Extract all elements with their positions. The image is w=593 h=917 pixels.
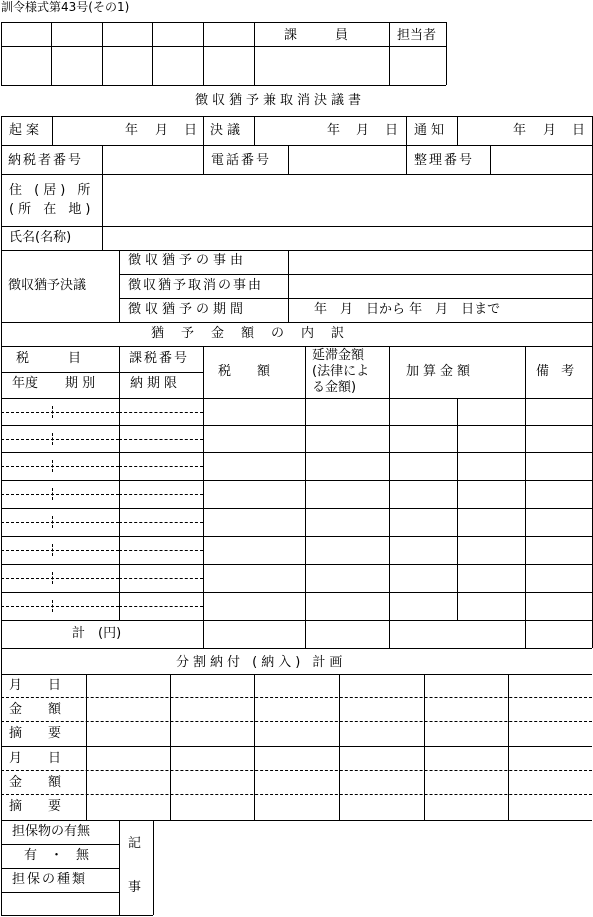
rule [254, 674, 255, 820]
rule [525, 346, 526, 648]
rule [102, 174, 103, 250]
tsuchi-label: 通知 [414, 123, 449, 138]
rule [119, 274, 592, 275]
dashed-rule [119, 439, 203, 440]
notes-label-1: 記 [128, 836, 142, 851]
nendo-label: 年度 [12, 376, 39, 391]
rule [203, 346, 204, 648]
collateral-yes-no[interactable]: 有 ・ 無 [24, 848, 90, 863]
rule [1, 372, 203, 373]
rule [1, 398, 592, 399]
taxpayer-number-label: 納税者番号 [8, 153, 84, 168]
dashed-rule [52, 488, 53, 500]
decision-period-text: 年 月 日から 年 月 日まで [314, 302, 501, 317]
rule [1, 620, 592, 621]
installment-month-day-2: 月 日 [9, 751, 62, 766]
rule [203, 145, 204, 174]
rule [119, 298, 592, 299]
dashed-rule [1, 697, 592, 698]
rule [1, 868, 119, 869]
rule [1, 85, 446, 86]
rule [288, 250, 289, 322]
rule [389, 22, 390, 85]
rule [1, 480, 592, 481]
rule [446, 22, 447, 85]
rule [1, 250, 592, 251]
dashed-rule [1, 794, 592, 795]
dashed-rule [1, 412, 119, 413]
dashed-rule [52, 600, 53, 612]
dashed-rule [1, 770, 592, 771]
rule [1, 22, 446, 23]
phone-label: 電話番号 [211, 153, 272, 168]
rule [508, 674, 509, 820]
ketsugi-label: 決議 [210, 123, 245, 138]
kazei-bango-label: 課税番号 [129, 351, 190, 366]
rule [1, 820, 592, 821]
zeimoku-label: 税 目 [16, 351, 82, 366]
installment-summary-2: 摘 要 [9, 799, 62, 814]
rule [51, 22, 52, 85]
rule [1, 322, 592, 323]
rule [1, 508, 592, 509]
dashed-rule [1, 550, 119, 551]
kasan-label: 加算金額 [406, 364, 475, 379]
rule [424, 674, 425, 820]
decision-period-label: 徴収猶予の期間 [128, 302, 248, 317]
rule [1, 536, 592, 537]
approval-tantousha-label: 担当者 [397, 28, 437, 43]
ketsugi-day: 日 [385, 123, 399, 138]
dashed-rule [1, 494, 119, 495]
rule [119, 250, 120, 322]
rule [1, 346, 592, 347]
dashed-rule [119, 550, 203, 551]
dashed-rule [1, 466, 119, 467]
installment-amount-1: 金 額 [9, 702, 62, 717]
decision-cancel-reason-label: 徴収猶予取消の事由 [128, 278, 264, 293]
rule [339, 674, 340, 820]
decision-label: 徴収猶予決議 [8, 278, 87, 293]
rule [305, 346, 306, 648]
rule [203, 116, 204, 145]
biko-label: 備 考 [536, 364, 579, 379]
ketsugi-month: 月 [356, 123, 370, 138]
installment-heading: 分割納付 (納入) 計画 [176, 655, 347, 670]
rule [389, 346, 390, 648]
dashed-rule [52, 460, 53, 472]
dashed-rule [1, 439, 119, 440]
rule [52, 116, 53, 145]
rule [1, 564, 592, 565]
dashed-rule [52, 406, 53, 418]
form-code: 訓令様式第43号(その1) [1, 0, 130, 14]
rule [254, 116, 255, 145]
name-label: 氏名(名称) [9, 230, 72, 245]
kian-year: 年 [125, 123, 139, 138]
installment-summary-1: 摘 要 [9, 726, 62, 741]
entai-label-2: (法律によ [312, 364, 370, 379]
rule [1, 674, 592, 675]
dashed-rule [119, 606, 203, 607]
kibetsu-label: 期 別 [65, 376, 96, 391]
dashed-rule [52, 572, 53, 584]
dashed-rule [52, 516, 53, 528]
rule [1, 844, 119, 845]
breakdown-heading: 猶 予 金 額 の 内 訳 [151, 326, 347, 341]
collateral-presence-label: 担保物の有無 [12, 824, 91, 839]
rule [457, 398, 458, 620]
tsuchi-month: 月 [543, 123, 557, 138]
dashed-rule [119, 466, 203, 467]
ketsugi-year: 年 [327, 123, 341, 138]
kian-month: 月 [155, 123, 169, 138]
rule [1, 592, 592, 593]
rule [1, 116, 592, 117]
rule [86, 674, 87, 820]
rule [288, 145, 289, 174]
dashed-rule [1, 721, 592, 722]
collateral-type-label: 担保の種類 [12, 872, 88, 887]
entai-label-3: る金額) [312, 380, 357, 395]
rule [102, 22, 103, 85]
notes-label-2: 事 [128, 880, 142, 895]
approval-kain-label: 課 員 [284, 28, 353, 43]
address-label: 住 (居) 所 [9, 183, 95, 198]
rule [1, 46, 446, 47]
rule [1, 425, 592, 426]
rule [457, 116, 458, 145]
decision-reason-label: 徴収猶予の事由 [128, 253, 248, 268]
dashed-rule [52, 544, 53, 556]
rule [490, 145, 491, 174]
dashed-rule [119, 412, 203, 413]
dashed-rule [1, 522, 119, 523]
entai-label-1: 延滞金額 [312, 348, 365, 363]
nouki-label: 納期限 [130, 376, 182, 391]
rule [1, 746, 592, 747]
rule [1, 226, 592, 227]
rule [1, 145, 592, 146]
tsuchi-day: 日 [572, 123, 586, 138]
dashed-rule [52, 433, 53, 445]
tsuchi-year: 年 [513, 123, 527, 138]
rule [406, 145, 407, 174]
rule [119, 820, 120, 915]
dashed-rule [119, 578, 203, 579]
dashed-rule [1, 578, 119, 579]
location-label: (所 在 地) [9, 202, 95, 217]
rule [170, 674, 171, 820]
installment-month-day-1: 月 日 [9, 678, 62, 693]
rule [1, 116, 2, 915]
form-title: 徴収猶予兼取消決議書 [195, 93, 366, 108]
rule [1, 452, 592, 453]
total-label: 計 (円) [72, 626, 122, 641]
seiri-label: 整理番号 [414, 153, 475, 168]
zeigaku-label: 税 額 [218, 364, 271, 379]
rule [1, 22, 2, 85]
rule [153, 820, 154, 915]
dashed-rule [119, 522, 203, 523]
rule [254, 22, 255, 85]
rule [1, 174, 592, 175]
rule [1, 648, 592, 649]
dashed-rule [1, 606, 119, 607]
rule [1, 892, 119, 893]
dashed-rule [119, 494, 203, 495]
rule [203, 22, 204, 85]
rule [406, 116, 407, 145]
kian-label: 起案 [9, 123, 44, 138]
installment-amount-2: 金 額 [9, 775, 62, 790]
kian-day: 日 [184, 123, 198, 138]
rule [1, 915, 153, 916]
rule [152, 22, 153, 85]
rule [102, 145, 103, 174]
